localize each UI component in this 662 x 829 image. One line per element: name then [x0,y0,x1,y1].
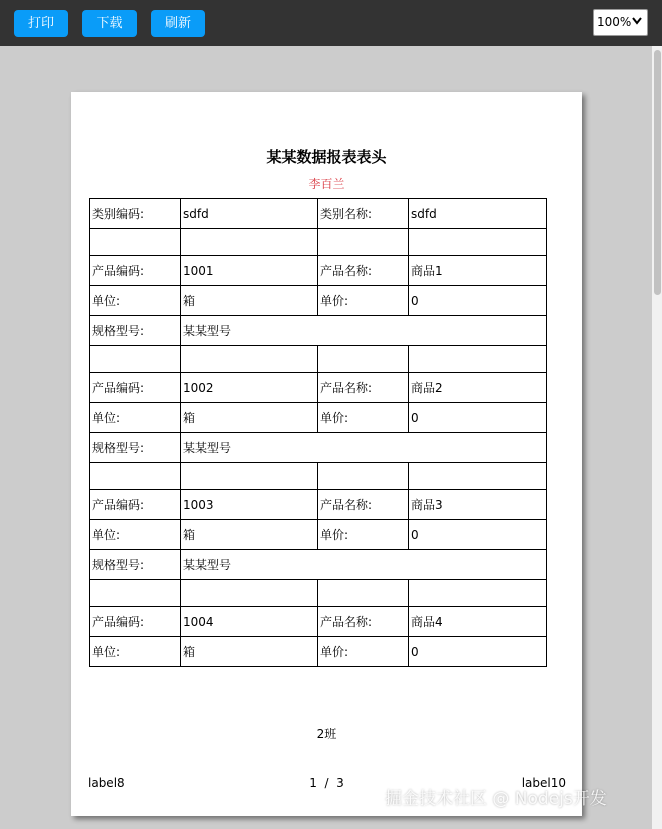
spec-label: 规格型号: [90,550,181,580]
footer-right-label: label10 [521,776,566,790]
price-value: 0 [409,286,547,316]
unit-value: 箱 [181,520,318,550]
footer-left-label: label8 [88,776,125,790]
blank-cell [181,463,318,490]
category-name-label: 类别名称: [318,199,409,229]
print-button[interactable]: 打印 [14,10,68,37]
blank-cell [409,346,547,373]
page-indicator: 1 / 3 [309,776,344,790]
price-label: 单价: [318,520,409,550]
report-table [89,198,547,667]
price-label: 单价: [318,286,409,316]
table-row [90,316,547,346]
blank-row [90,463,547,490]
zoom-value: 100% [597,15,632,29]
blank-cell [181,229,318,256]
product-code-value: 1001 [181,256,318,286]
price-value: 0 [409,403,547,433]
spec-value: 某某型号 [181,433,547,463]
spec-label: 规格型号: [90,433,181,463]
category-code-label: 类别编码: [90,199,181,229]
spec-label: 规格型号: [90,316,181,346]
spec-value: 某某型号 [181,316,547,346]
product-code-value: 1002 [181,373,318,403]
blank-cell [318,580,409,607]
group-footer-label: 2班 [316,727,337,741]
product-name-label: 产品名称: [318,490,409,520]
toolbar [0,0,662,46]
blank-cell [318,229,409,256]
unit-label: 单位: [90,637,181,667]
report-subtitle: 李百兰 [308,177,345,191]
category-name-value: sdfd [409,199,547,229]
blank-cell [318,346,409,373]
product-name-label: 产品名称: [318,607,409,637]
product-name-value: 商品2 [409,373,547,403]
unit-value: 箱 [181,403,318,433]
blank-row [90,346,547,373]
watermark: 掘金技术社区 @ Nodejs开发 [385,789,607,809]
refresh-button[interactable]: 刷新 [151,10,205,37]
product-code-label: 产品编码: [90,490,181,520]
report-title: 某某数据报表表头 [266,148,387,166]
product-code-label: 产品编码: [90,256,181,286]
product-code-label: 产品编码: [90,373,181,403]
product-name-value: 商品4 [409,607,547,637]
price-value: 0 [409,637,547,667]
download-button[interactable]: 下载 [82,10,137,37]
table-row [90,490,547,520]
product-code-label: 产品编码: [90,607,181,637]
table-row [90,403,547,433]
blank-cell [181,580,318,607]
blank-cell [90,229,181,256]
zoom-select[interactable] [593,9,648,36]
table-row [90,520,547,550]
category-code-value: sdfd [181,199,318,229]
product-name-value: 商品3 [409,490,547,520]
blank-cell [90,346,181,373]
table-row [90,199,547,229]
report-page [71,92,582,816]
blank-cell [318,463,409,490]
price-value: 0 [409,520,547,550]
blank-cell [409,580,547,607]
price-label: 单价: [318,403,409,433]
table-row [90,286,547,316]
table-row [90,433,547,463]
product-name-value: 商品1 [409,256,547,286]
table-row [90,373,547,403]
product-name-label: 产品名称: [318,256,409,286]
product-code-value: 1004 [181,607,318,637]
table-row [90,607,547,637]
blank-cell [409,229,547,256]
unit-value: 箱 [181,637,318,667]
price-label: 单价: [318,637,409,667]
product-code-value: 1003 [181,490,318,520]
table-row [90,550,547,580]
table-row [90,256,547,286]
unit-label: 单位: [90,286,181,316]
unit-label: 单位: [90,403,181,433]
blank-cell [90,580,181,607]
spec-value: 某某型号 [181,550,547,580]
blank-cell [409,463,547,490]
blank-cell [90,463,181,490]
scrollbar-thumb[interactable] [654,50,661,295]
blank-cell [181,346,318,373]
product-name-label: 产品名称: [318,373,409,403]
table-row [90,637,547,667]
blank-row [90,580,547,607]
blank-row [90,229,547,256]
unit-label: 单位: [90,520,181,550]
unit-value: 箱 [181,286,318,316]
